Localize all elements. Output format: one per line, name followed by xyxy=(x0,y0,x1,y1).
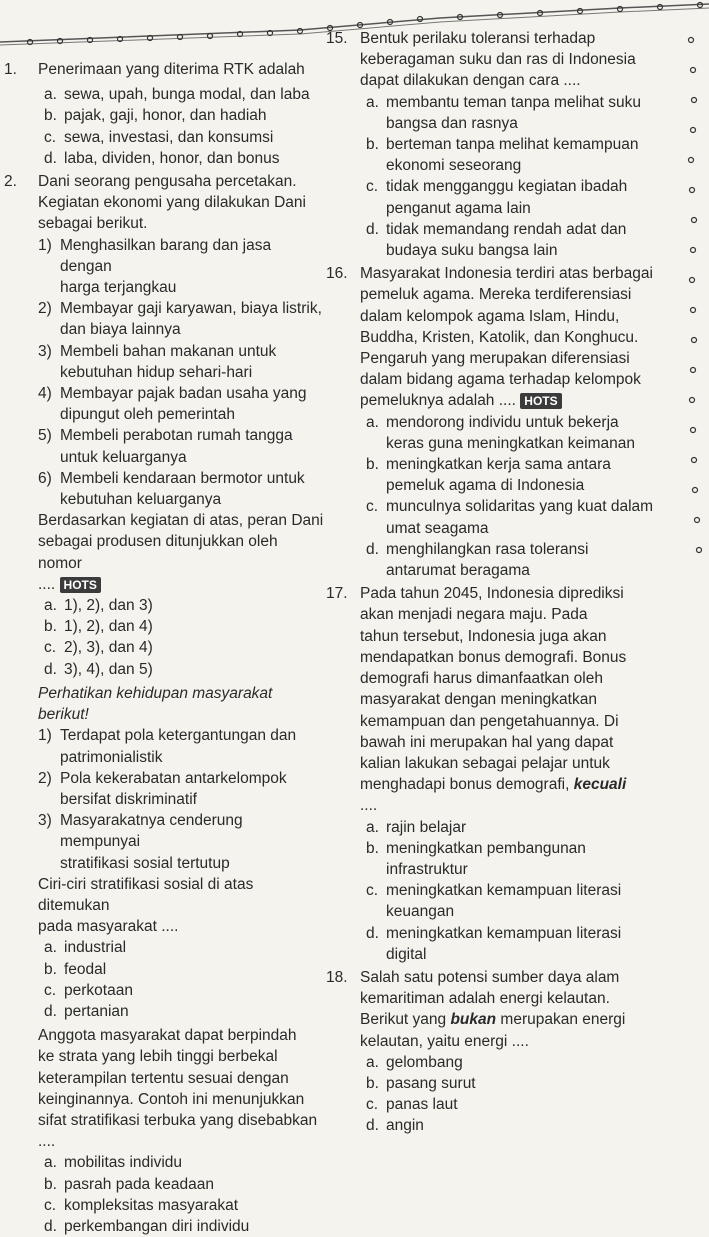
question-4-line: keterampilan tertentu sesuai dengan xyxy=(38,1069,289,1087)
question-4-line: Anggota masyarakat dapat berpindah xyxy=(38,1027,297,1045)
question-line: kemampuan dan pengetahuannya. Di xyxy=(360,712,619,730)
option-b[interactable]: b. 1), 2), dan 4) xyxy=(44,618,153,636)
option-a-cont: keras guna meningkatkan keimanan xyxy=(386,434,636,452)
question-4-line: ke strata yang lebih tinggi berbekal xyxy=(38,1048,278,1066)
question-2 xyxy=(4,171,324,192)
option-c[interactable]: c. panas laut xyxy=(366,1096,458,1114)
option-b[interactable]: b. meningkatkan kerja sama antara xyxy=(366,456,611,474)
option-b[interactable]: b. meningkatkan pembangunan xyxy=(366,839,586,857)
question-number: 18. xyxy=(326,968,348,986)
statement-item: 6) Membeli kendaraan bermotor untuk xyxy=(38,469,305,487)
option-c-cont: keuangan xyxy=(386,903,455,921)
question-number: 16. xyxy=(326,265,348,283)
statement-item-cont: dipungut oleh pemerintah xyxy=(60,406,235,424)
option-c[interactable]: c. kompleksitas masyarakat xyxy=(44,1196,239,1214)
question-intro-line: sebagai berikut. xyxy=(38,215,148,233)
option-c[interactable]: c. meningkatkan kemampuan literasi xyxy=(366,882,622,900)
option-b-cont: pemeluk agama di Indonesia xyxy=(386,477,585,495)
question-line: Masyarakat Indonesia terdiri atas berbagai xyxy=(360,265,653,283)
right-column xyxy=(326,26,670,1137)
question-line: mendapatkan bonus demografi. Bonus xyxy=(360,648,627,666)
question-outro-line: sebagai produsen ditunjukkan oleh nomor xyxy=(38,533,278,572)
option-a[interactable]: a. industrial xyxy=(44,939,127,957)
question-3-intro-cont: berikut! xyxy=(38,706,89,724)
question-line: dalam bidang agama terhadap kelompok xyxy=(360,371,641,389)
option-d[interactable]: d. meningkatkan kemampuan literasi xyxy=(366,924,622,942)
question-line: Buddha, Kristen, Katolik, dan Konghucu. xyxy=(360,328,639,346)
spiral-binding-right xyxy=(669,20,709,580)
statement-item-cont: harga terjangkau xyxy=(60,279,177,297)
question-16 xyxy=(326,263,670,284)
question-line: dalam kelompok agama Islam, Hindu, xyxy=(360,307,620,325)
question-4-line: keinginannya. Contoh ini menunjukkan xyxy=(38,1090,305,1108)
question-outro-line: .... HOTS xyxy=(38,574,324,595)
statement-item-cont: dan biaya lainnya xyxy=(60,321,181,339)
option-d-cont: budaya suku bangsa lain xyxy=(386,242,558,260)
hots-badge: HOTS xyxy=(60,577,101,593)
question-4-line: sifat stratifikasi terbuka yang disebabkan xyxy=(38,1111,318,1129)
statement-item: 3) Membeli bahan makanan untuk xyxy=(38,342,277,360)
option-a[interactable]: a. rajin belajar xyxy=(366,818,467,836)
option-a[interactable]: a. 1), 2), dan 3) xyxy=(44,597,153,615)
statement-item-cont: kebutuhan hidup sehari-hari xyxy=(60,363,253,381)
option-c[interactable]: c. sewa, investasi, dan konsumsi xyxy=(44,128,274,146)
question-line: dapat dilakukan dengan cara .... xyxy=(360,72,581,90)
question-number: 15. xyxy=(326,30,348,47)
left-column xyxy=(4,57,324,1237)
option-b[interactable]: b. pasrah pada keadaan xyxy=(44,1175,214,1193)
question-18 xyxy=(326,967,670,988)
question-line: Pada tahun 2045, Indonesia diprediksi xyxy=(360,585,624,603)
statement-item: 1) Terdapat pola ketergantungan dan xyxy=(38,727,297,745)
question-line: kalian lakukan sebagai pelajar untuk xyxy=(360,754,610,772)
question-line: .... xyxy=(360,797,378,815)
option-c-cont: penganut agama lain xyxy=(386,199,531,217)
statement-item-cont: kebutuhan keluarganya xyxy=(60,491,222,509)
question-intro-line: Dani seorang pengusaha percetakan. xyxy=(38,173,297,191)
statement-item: 2) Pola kekerabatan antarkelompok xyxy=(38,769,287,787)
option-c-cont: umat seagama xyxy=(386,519,489,537)
option-d[interactable]: d. angin xyxy=(366,1117,424,1135)
question-3-intro: Perhatikan kehidupan masyarakat xyxy=(38,684,273,702)
question-outro-line: Berdasarkan kegiatan di atas, peran Dani xyxy=(38,512,324,530)
question-intro-line: Kegiatan ekonomi yang dilakukan Dani xyxy=(38,194,306,212)
question-line: pemeluk agama. Mereka terdiferensiasi xyxy=(360,286,632,304)
question-line: kelautan, yaitu energi .... xyxy=(360,1032,529,1050)
option-b[interactable]: b. feodal xyxy=(44,960,107,978)
option-d[interactable]: d. tidak memandang rendah adat dan xyxy=(366,220,627,238)
option-b-cont: infrastruktur xyxy=(386,860,468,878)
option-c[interactable]: c. munculnya solidaritas yang kuat dalam xyxy=(366,498,654,516)
statement-item-cont: stratifikasi sosial tertutup xyxy=(60,854,230,872)
question-line: Salah satu potensi sumber daya alam xyxy=(360,968,620,986)
option-b-cont: ekonomi seseorang xyxy=(386,157,522,175)
option-b[interactable]: b. pajak, gaji, honor, dan hadiah xyxy=(44,107,267,125)
option-d[interactable]: d. menghilangkan rasa toleransi xyxy=(366,540,589,558)
statement-item-cont: untuk keluarganya xyxy=(60,448,187,466)
question-17 xyxy=(326,583,670,604)
option-c[interactable]: c. perkotaan xyxy=(44,981,133,999)
option-a[interactable]: a. sewa, upah, bunga modal, dan laba xyxy=(44,86,310,104)
question-line: akan menjadi negara maju. Pada xyxy=(360,606,588,624)
option-d[interactable]: d. pertanian xyxy=(44,1002,129,1020)
option-a[interactable]: a. mobilitas individu xyxy=(44,1154,183,1172)
question-outro-line: Ciri-ciri stratifikasi sosial di atas ditemukan xyxy=(38,875,254,914)
question-line: bawah ini merupakan hal yang dapat xyxy=(360,733,614,751)
question-15 xyxy=(326,28,670,49)
option-c[interactable]: c. 2), 3), dan 4) xyxy=(44,639,153,657)
option-b[interactable]: b. berteman tanpa melihat kemampuan xyxy=(366,136,639,154)
statement-item-cont: bersifat diskriminatif xyxy=(60,790,197,808)
question-4-line: .... xyxy=(38,1133,56,1151)
option-d-cont: digital xyxy=(386,945,427,963)
question-1 xyxy=(4,59,324,80)
statement-item: 2) Membayar gaji karyawan, biaya listrik, xyxy=(38,300,322,318)
statement-item: 3) Masyarakatnya cenderung mempunyai xyxy=(38,812,243,851)
question-line: menghadapi bonus demografi, kecuali xyxy=(360,776,627,794)
option-a[interactable]: a. membantu teman tanpa melihat suku xyxy=(366,93,642,111)
question-line: Bentuk perilaku toleransi terhadap xyxy=(360,30,596,47)
option-b[interactable]: b. pasang surut xyxy=(366,1074,476,1092)
question-outro-line: pada masyarakat .... xyxy=(38,918,179,936)
option-d[interactable]: d. 3), 4), dan 5) xyxy=(44,660,153,678)
option-a[interactable]: a. mendorong individu untuk bekerja xyxy=(366,413,619,431)
hots-badge: HOTS xyxy=(520,393,561,409)
statement-item-cont: patrimonialistik xyxy=(60,748,163,766)
question-line: tahun tersebut, Indonesia juga akan xyxy=(360,627,607,645)
option-d[interactable]: d. perkembangan diri individu xyxy=(44,1217,250,1235)
option-d[interactable]: d. laba, dividen, honor, dan bonus xyxy=(44,149,280,167)
option-a-cont: bangsa dan rasnya xyxy=(386,114,518,132)
question-number: 1. xyxy=(4,61,17,78)
question-line: Pengaruh yang merupakan diferensiasi xyxy=(360,350,630,368)
question-line: demografi harus dimanfaatkan oleh xyxy=(360,670,603,688)
option-c[interactable]: c. tidak mengganggu kegiatan ibadah xyxy=(366,178,628,196)
statement-item: 1) Menghasilkan barang dan jasa dengan xyxy=(38,236,272,275)
question-number: 2. xyxy=(4,173,17,191)
question-text: Penerimaan yang diterima RTK adalah xyxy=(38,61,305,78)
question-line: kemaritiman adalah energi kelautan. xyxy=(360,990,610,1008)
question-number: 17. xyxy=(326,585,348,603)
question-line: keberagaman suku dan ras di Indonesia xyxy=(360,51,636,69)
statement-item: 5) Membeli perabotan rumah tangga xyxy=(38,427,293,445)
statement-item: 4) Membayar pajak badan usaha yang xyxy=(38,385,307,403)
question-line: pemeluknya adalah .... HOTS xyxy=(360,390,670,411)
option-a[interactable]: a. gelombang xyxy=(366,1053,463,1071)
question-line: Berikut yang bukan merupakan energi xyxy=(360,1011,626,1029)
option-d-cont: antarumat beragama xyxy=(386,562,530,580)
question-line: masyarakat dengan meningkatkan xyxy=(360,691,597,709)
